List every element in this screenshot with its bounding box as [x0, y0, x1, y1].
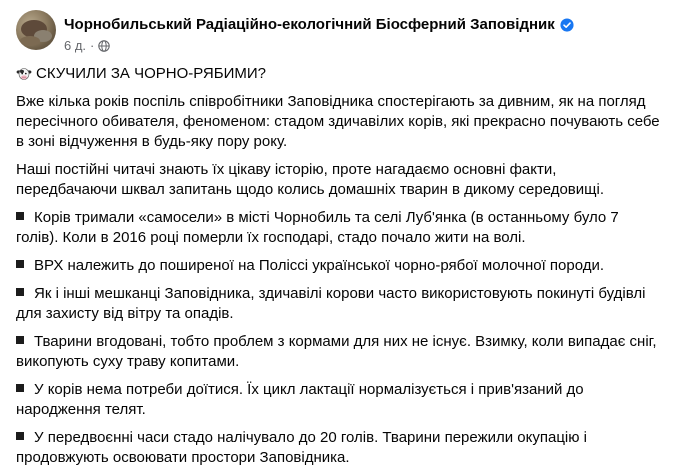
bullet-item — [16, 428, 660, 468]
bullet-text: ВРХ належить до поширеної на Поліссі української чорно-рябої молочної породи. — [34, 257, 605, 274]
bullet-text: Тварини вгодовані, тобто проблем з кормами для них не існує. Взимку, коли випадає сніг, викопують суху траву копитами. — [16, 333, 657, 370]
black-square-icon — [16, 384, 24, 392]
black-square-icon — [16, 212, 24, 220]
bullet-text: У передвоєнні часи стадо налічувало до 20 голів. Тварини пережили окупацію і продовжують освоювати простори Заповідника. — [16, 429, 588, 466]
bullet-item — [16, 208, 660, 248]
cow-face-icon — [16, 66, 32, 82]
bullet-item — [16, 380, 660, 420]
post-meta — [64, 38, 110, 53]
meta-separator: · — [90, 38, 95, 53]
post-body — [16, 64, 660, 476]
post-paragraph: Наші постійні читачі знають їх цікаву історію, проте нагадаємо основні факти, передбачаючи шквал запитань щодо колись домашніх тварин в дикому середовищі. — [16, 161, 604, 198]
post-header — [16, 10, 660, 54]
black-square-icon — [16, 260, 24, 268]
post-title: СКУЧИЛИ ЗА ЧОРНО-РЯБИМИ? — [36, 65, 266, 82]
globe-icon[interactable] — [98, 40, 110, 52]
black-square-icon — [16, 288, 24, 296]
post-paragraph: Вже кілька років поспіль співробітники Заповідника спостерігають за дивним, як на погляд пересічного обивателя, феноменом: стадом здичавілих корів, які прекрасно почувають себе в зоні відчуження в будь-яку пору року. — [16, 93, 660, 150]
page-name-link[interactable]: Чорнобильський Радіаційно-екологічний Біосферний Заповідник — [64, 16, 555, 33]
post-timestamp[interactable]: 6 д. — [64, 38, 87, 53]
bullet-text: У корів нема потреби доїтися. Їх цикл лактації нормалізується і прив'язаний до народження телят. — [16, 381, 584, 418]
page-avatar[interactable] — [16, 10, 56, 50]
black-square-icon — [16, 432, 24, 440]
bullet-text: Як і інші мешканці Заповідника, здичавілі корови часто використовують покинуті будівлі для захисту від вітру та опадів. — [16, 285, 646, 322]
verified-badge-icon — [560, 18, 574, 32]
bullet-text: Корів тримали «самосели» в місті Чорнобиль та селі Луб'янка (в останньому було 7 голів). Коли в 2016 році померли їх господарі, стадо почало жити на волі. — [16, 209, 619, 246]
black-square-icon — [16, 336, 24, 344]
bullet-item — [16, 332, 660, 372]
bullet-item — [16, 284, 660, 324]
bullet-item — [16, 256, 660, 276]
page-name-line — [64, 16, 574, 33]
post-title-line — [16, 64, 660, 84]
